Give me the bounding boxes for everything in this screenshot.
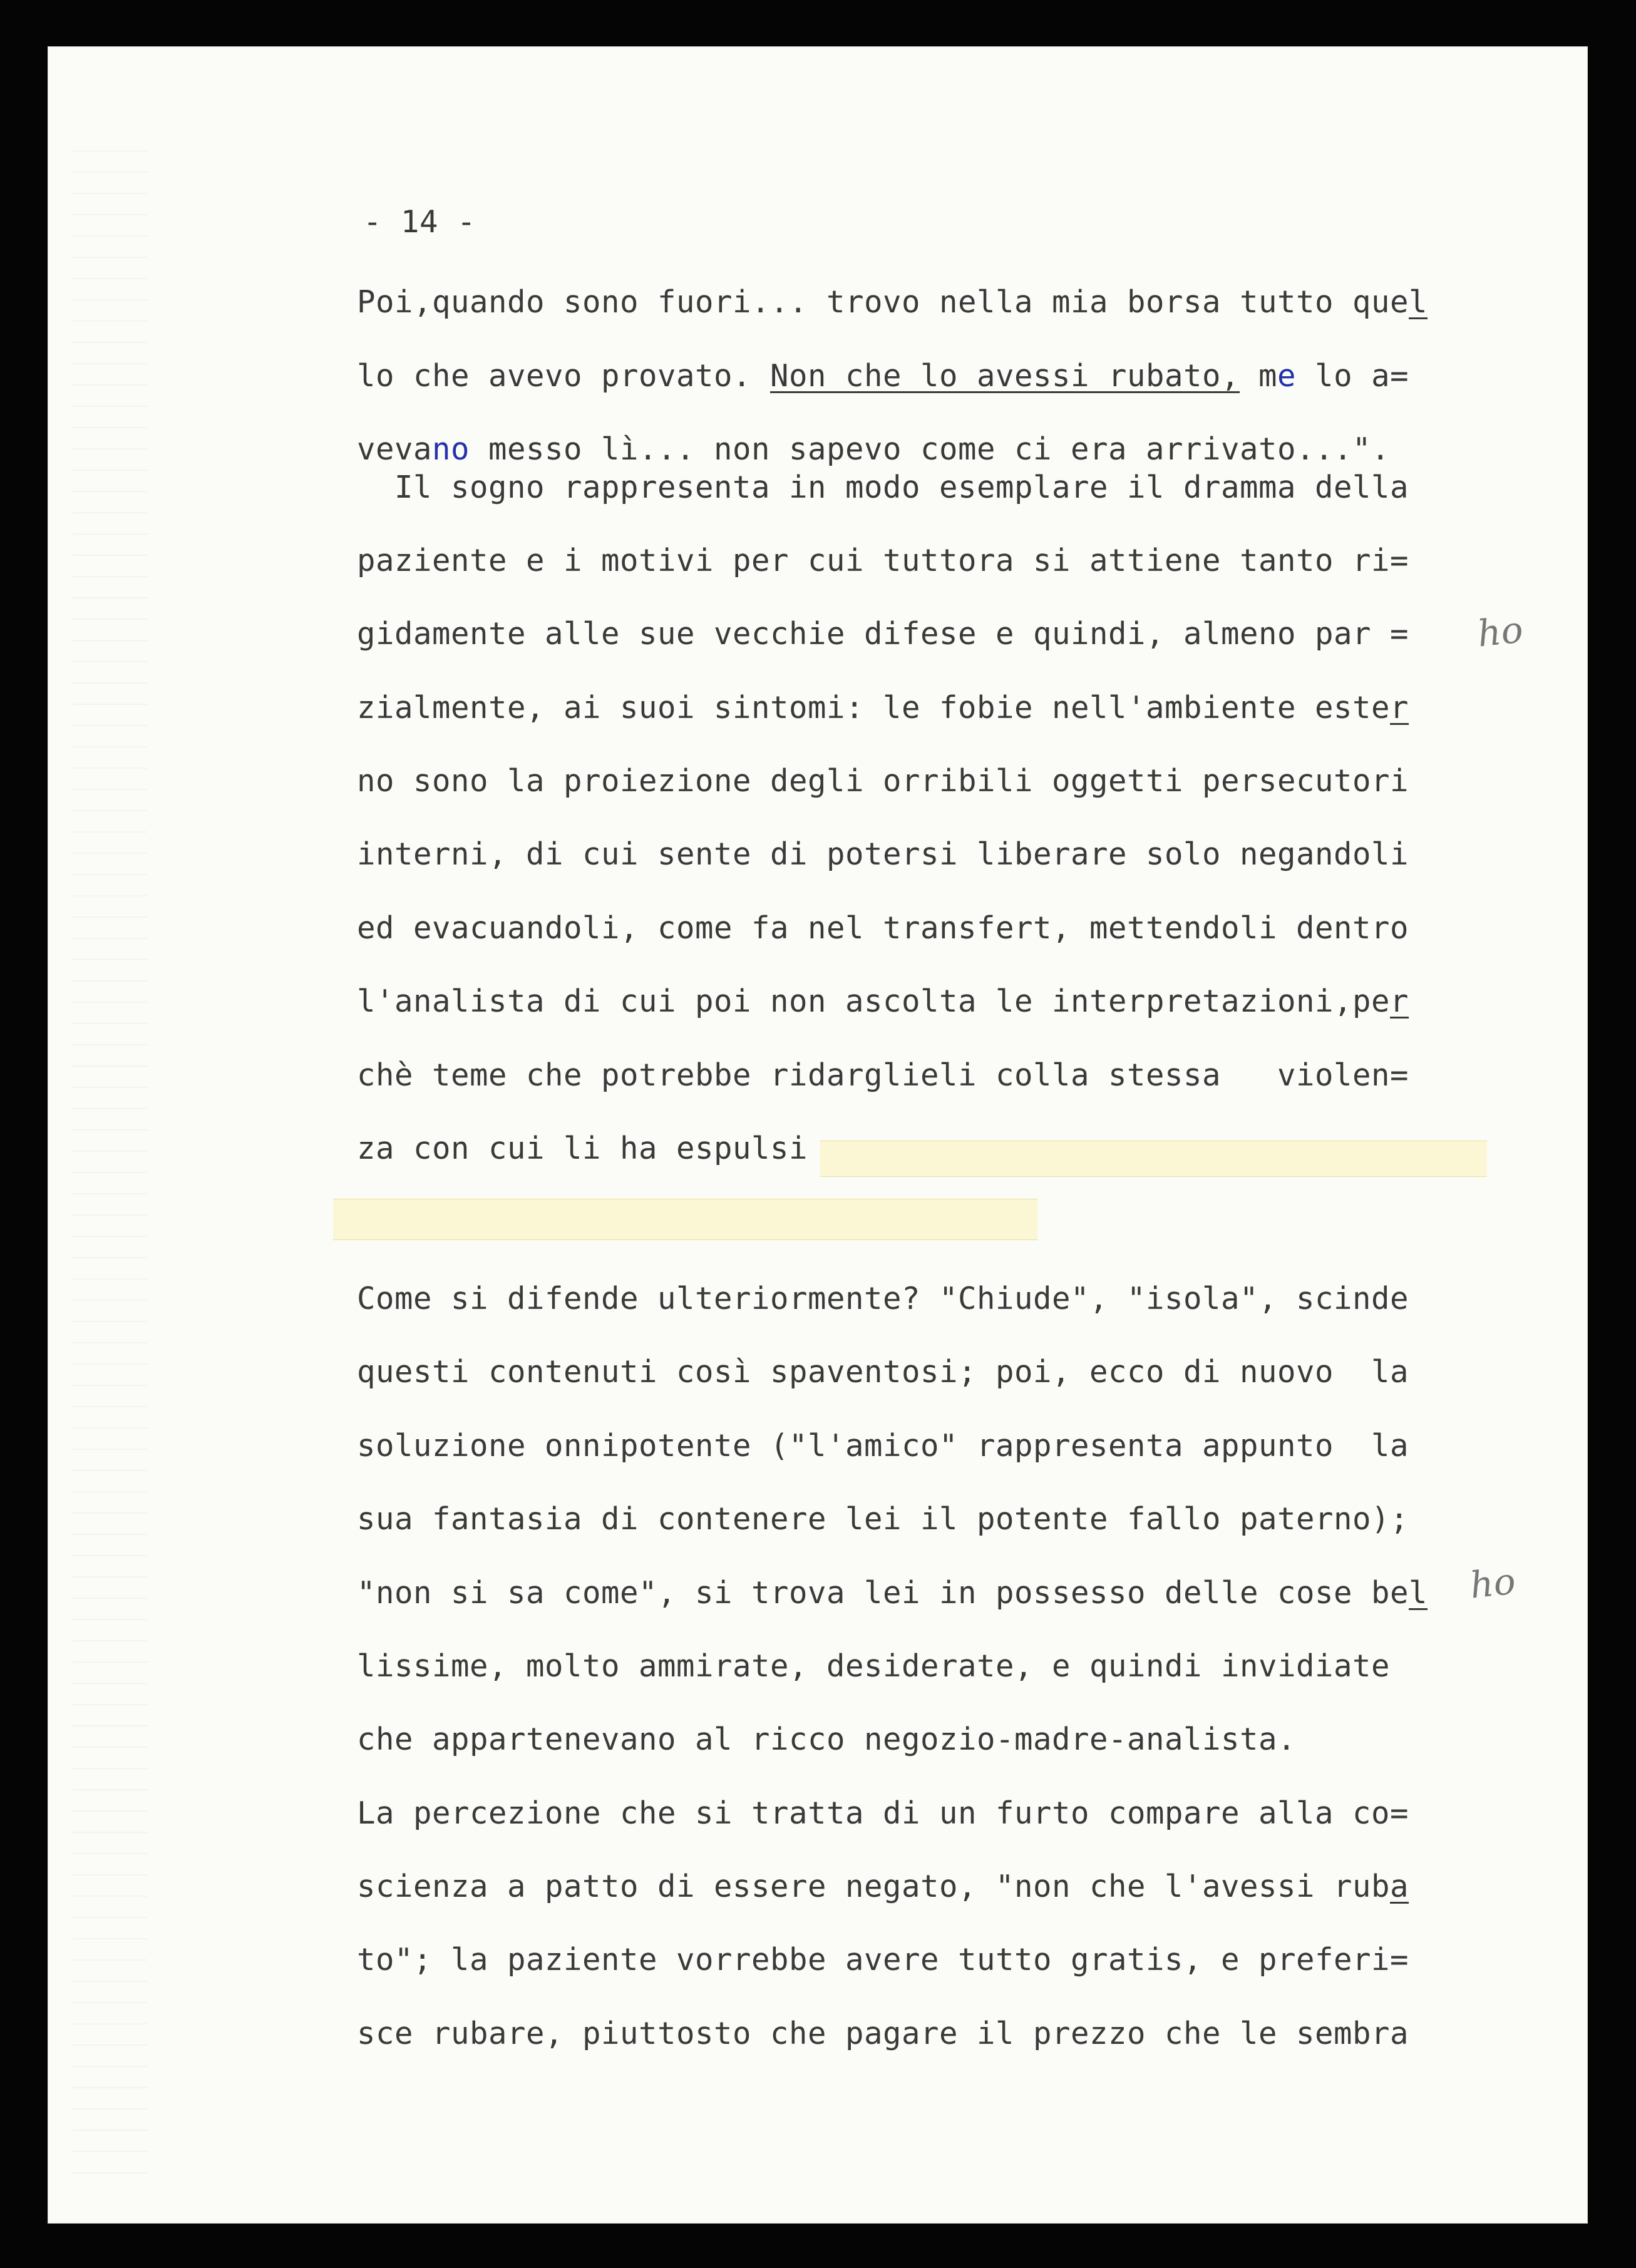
- text-span: to"; la paziente vorrebbe avere tutto gratis, e preferi=: [357, 1942, 1409, 1978]
- text-line: [357, 284, 1428, 321]
- text-line: [357, 1353, 1409, 1391]
- text-line: [357, 431, 1390, 468]
- text-line: [357, 1941, 1409, 1979]
- text-span: sua fantasia di contenere lei il potente fallo paterno);: [357, 1501, 1409, 1537]
- redaction-highlight: [333, 1199, 1037, 1240]
- text-line: [357, 542, 1409, 580]
- text-line: [394, 469, 1409, 506]
- text-line: [357, 1868, 1409, 1906]
- text-span: l'analista di cui poi non ascolta le interpretazioni,pe: [357, 983, 1391, 1019]
- text-span: che appartenevano al ricco negozio-madre-analista.: [357, 1722, 1297, 1757]
- redaction-highlight: [820, 1141, 1487, 1177]
- text-span: chè teme che potrebbe ridarglieli colla stessa violen=: [357, 1057, 1409, 1093]
- text-span: l: [1409, 1575, 1428, 1611]
- text-span: zialmente, ai suoi sintomi: le fobie nell'ambiente este: [357, 690, 1391, 726]
- text-span: lissime, molto ammirate, desiderate, e quindi invidiate: [357, 1648, 1391, 1684]
- text-span: Poi,quando sono fuori... trovo nella mia borsa tutto que: [357, 284, 1409, 320]
- text-span: l: [1409, 284, 1428, 320]
- text-line: [357, 1648, 1390, 1685]
- left-edge-bleedthrough: [72, 150, 147, 2185]
- text-line: [357, 1795, 1409, 1832]
- text-span: Il sogno rappresenta in modo esemplare il dramma della: [394, 470, 1409, 505]
- margin-handwritten-note: ho: [1468, 1559, 1518, 1607]
- text-span: no sono la proiezione degli orribili oggetti persecutori: [357, 763, 1409, 799]
- text-line: [357, 1280, 1409, 1318]
- text-line: [357, 762, 1409, 800]
- text-span: r: [1390, 983, 1409, 1019]
- page-number: - 14 -: [363, 204, 476, 240]
- text-line: [357, 910, 1409, 947]
- text-span: gidamente alle sue vecchie difese e quindi, almeno par =: [357, 616, 1409, 652]
- text-span: Non che lo avessi rubato,: [770, 358, 1240, 394]
- text-span: La percezione che si tratta di un furto compare alla co=: [357, 1795, 1409, 1831]
- text-line: [357, 1057, 1409, 1094]
- text-line: [357, 357, 1409, 395]
- text-span: "non si sa come", si trova lei in possesso delle cose be: [357, 1575, 1409, 1611]
- text-line: [357, 1130, 808, 1167]
- text-span: interni, di cui sente di potersi liberare solo negandoli: [357, 836, 1409, 872]
- text-span: scienza a patto di essere negato, "non che l'avessi rub: [357, 1869, 1391, 1904]
- text-span: lo che avevo provato.: [357, 358, 771, 394]
- text-span: ed evacuandoli, come fa nel transfert, mettendoli dentro: [357, 910, 1409, 946]
- text-span: messo lì... non sapevo come ci era arrivato...".: [470, 431, 1391, 467]
- text-line: [357, 1427, 1409, 1465]
- text-line: [357, 1501, 1409, 1538]
- text-span: paziente e i motivi per cui tuttora si attiene tanto ri=: [357, 543, 1409, 578]
- text-span: soluzione onnipotente ("l'amico" rappresenta appunto la: [357, 1428, 1409, 1464]
- margin-handwritten-note: ho: [1475, 608, 1525, 655]
- text-line: [357, 1721, 1296, 1758]
- text-span: za con cui li ha espulsi: [357, 1131, 808, 1166]
- text-span: lo a=: [1296, 358, 1409, 394]
- text-line: [357, 983, 1409, 1020]
- text-line: [357, 1574, 1428, 1612]
- text-line: [357, 836, 1409, 873]
- text-line: [357, 615, 1409, 653]
- handwritten-correction: no: [432, 431, 470, 467]
- handwritten-correction: e: [1277, 358, 1297, 394]
- text-span: questi contenuti così spaventosi; poi, ecco di nuovo la: [357, 1354, 1409, 1390]
- text-span: a: [1390, 1869, 1409, 1904]
- text-span: sce rubare, piuttosto che pagare il prezzo che le sembra: [357, 2016, 1409, 2051]
- text-line: [357, 689, 1409, 727]
- text-span: m: [1240, 358, 1278, 394]
- text-span: r: [1390, 690, 1409, 726]
- text-line: [357, 2015, 1409, 2053]
- text-span: Come si difende ulteriormente? "Chiude", "isola", scinde: [357, 1281, 1409, 1316]
- text-span: veva: [357, 431, 433, 467]
